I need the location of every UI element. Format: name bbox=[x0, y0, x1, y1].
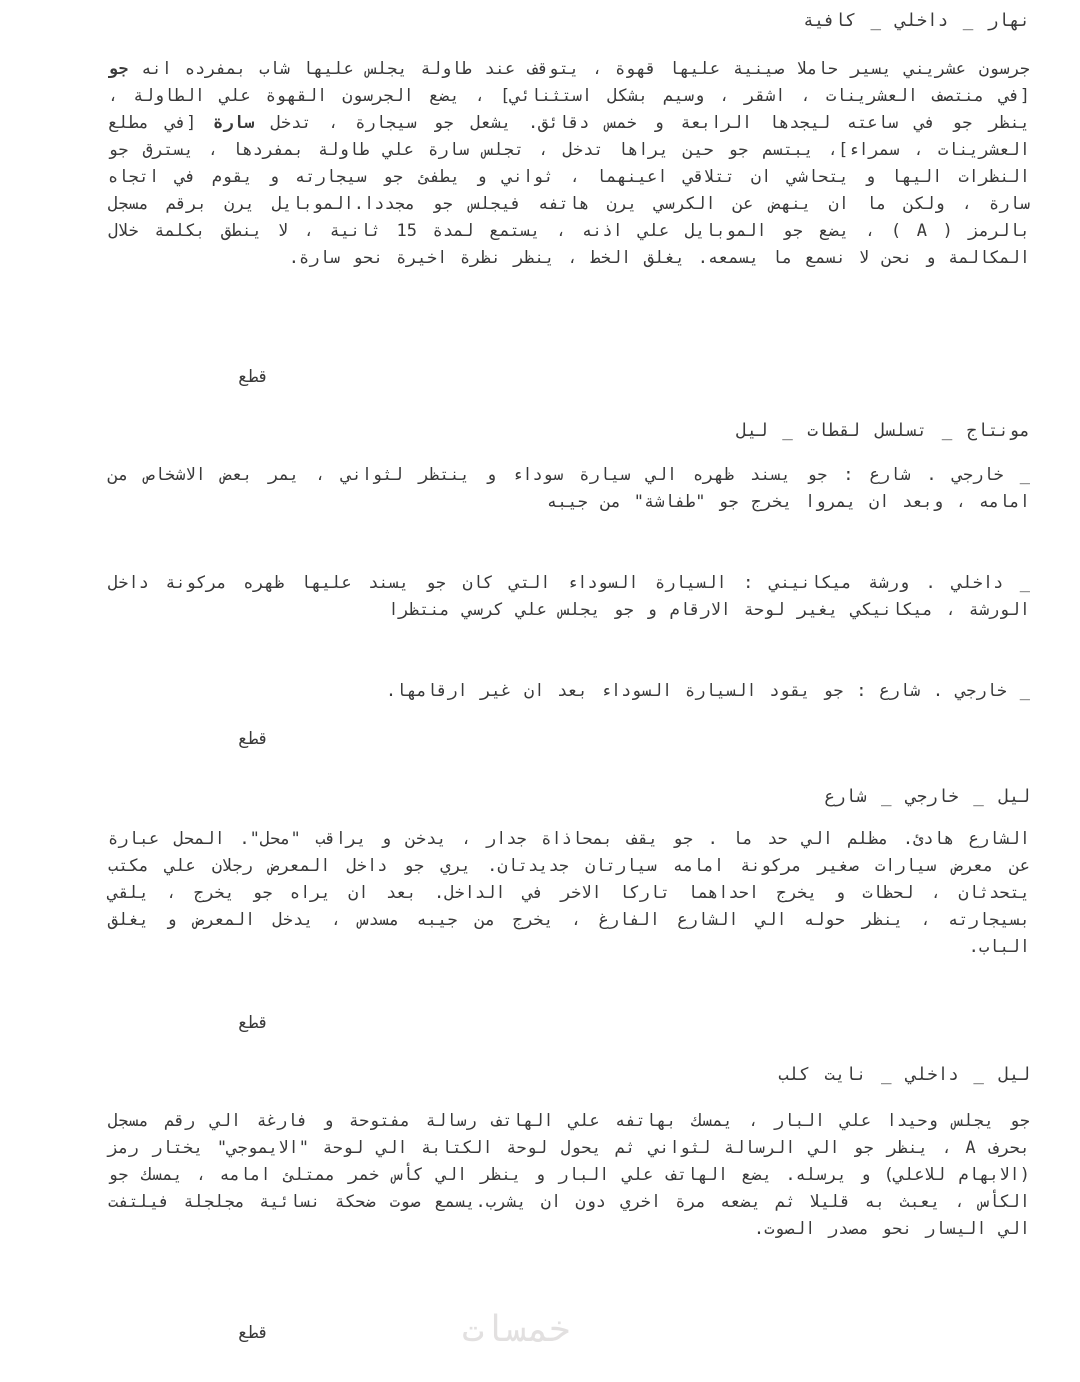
action-text: _ خارجي . شارع : جو يسند ظهره الي سيارة سوداء و ينتظر لثواني ، يمر بعض الاشخاص من امامه ، وبعد ان يمروا يخرج جو "طفاشة" من جيبه bbox=[108, 465, 1030, 512]
cut-transition: قطع bbox=[238, 1323, 269, 1343]
action-paragraph bbox=[108, 1108, 1030, 1243]
action-paragraph bbox=[108, 826, 1030, 961]
action-text: جو يجلس وحيدا علي البار ، يمسك بهاتفه علي الهاتف رسالة مفتوحة و فارغة الي رقم مسجل بحرف A ، ينظر جو الي الرسالة لثواني ثم يحول لوحة الكتابة الي لوحة "الايموجي" يختار رمز (الابهام للاعلي) و يرسله. يضع الهاتف علي البار و ينظر الي كأس خمر ممتلئ امامه ، يمسك جو الكأس ، يعبث به قليلا ثم يضعه مرة اخري دون ان يشرب.يسمع صوت ضحكة نسائية مجلجلة فيلتفت الي اليسار نحو مصدر الصوت. bbox=[108, 1111, 1030, 1239]
scene-heading: ليل _ خارجي _ شارع bbox=[824, 787, 1030, 807]
cut-transition: قطع bbox=[238, 1013, 269, 1033]
action-text: _ داخلي . ورشة ميكانيني : السيارة السوداء التي كان جو يسند عليها ظهره مركونة داخل الورشة ، ميكانيكي يغير لوحة الارقام و جو يجلس علي كرسي منتظرا bbox=[108, 573, 1030, 620]
action-paragraph bbox=[108, 56, 1030, 272]
cut-transition: قطع bbox=[238, 729, 269, 749]
scene-heading: نهار _ داخلي _ كافية bbox=[803, 11, 1030, 31]
action-paragraph bbox=[108, 570, 1030, 624]
scene-heading: مونتاج _ تسلسل لقطات _ ليل bbox=[736, 421, 1030, 441]
character-name-emphasis: جو bbox=[108, 59, 129, 79]
action-text: الشارع هادئ. مظلم الي حد ما . جو يقف بمحاذاة جدار ، يدخن و يراقب "محل". المحل عبارة عن معرض سيارات صغير مركونة امامه سيارتان جديدتان. يري جو داخل المعرض رجلان علي مكتب يتحدثان ، لحظات و يخرج احداهما تاركا الاخر في الداخل. بعد ان يراه جو يخرج ، يلقي بسيجارته ، ينظر حوله الي الشارع الفارغ ، يخرج من جيبه مسدس ، يدخل المعرض و يغلق الباب. bbox=[108, 829, 1030, 957]
action-text: [في مطلع العشرينات ، سمراء]، يبتسم جو حين يراها تدخل ، تجلس سارة علي طاولة بمفردها ، يسترق جو النظرات اليها و يتحاشي ان تتلاقي اعينهما ، ثواني و يطفئ جو سيجارته و يقوم في اتجاه سارة ، ولكن ما ان ينهض عن الكرسي يرن هاتفه فيجلس جو مجددا.الموبايل يرن برقم مسجل بالرمز ( A ) ، يضع جو الموبايل علي اذنه ، يستمع لمدة 15 ثانية ، لا ينطق بكلمة خلال المكالمة و نحن لا نسمع ما يسمعه. يغلق الخط ، ينظر نظرة اخيرة نحو سارة. bbox=[108, 113, 1030, 268]
action-text: جرسون عشريني يسير حاملا صينية عليها قهوة ، يتوقف عند طاولة يجلس عليها شاب بمفرده انه bbox=[128, 59, 1030, 79]
action-paragraph bbox=[108, 462, 1030, 516]
character-name-emphasis: سارة bbox=[213, 113, 254, 133]
action-paragraph bbox=[108, 678, 1030, 705]
khamsat-watermark: خمسات bbox=[462, 1309, 571, 1350]
scene-heading: ليل _ داخلي _ نايت كلب bbox=[778, 1065, 1030, 1085]
action-text: _ خارجي . شارع : جو يقود السيارة السوداء بعد ان غير ارقامها. bbox=[385, 681, 1030, 701]
cut-transition: قطع bbox=[238, 367, 269, 387]
action-text: [في منتصف العشرينات ، اشقر ، وسيم بشكل استثنائي] ، يضع الجرسون القهوة علي الطاولة ، ينظر جو في ساعته ليجدها الرابعة و خمس دقائق. يشعل جو سيجارة ، تدخل bbox=[108, 86, 1030, 133]
